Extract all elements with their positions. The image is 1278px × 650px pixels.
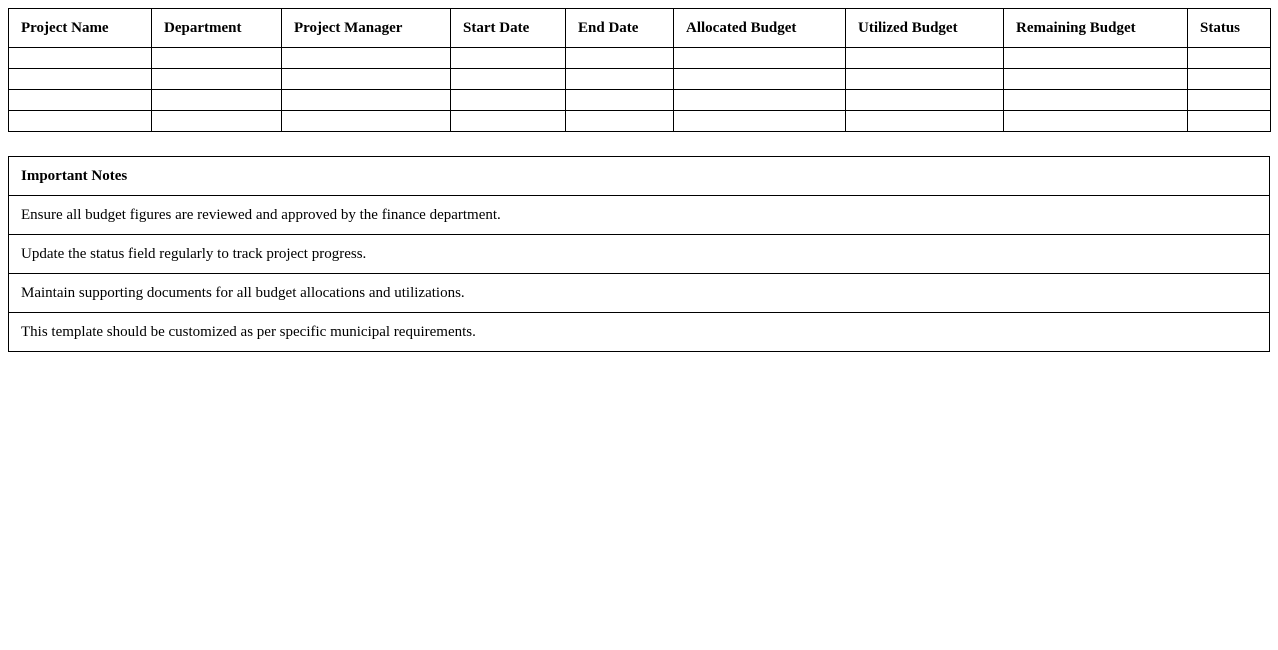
table-cell[interactable] xyxy=(674,69,846,90)
table-cell[interactable] xyxy=(846,90,1004,111)
table-cell[interactable] xyxy=(674,90,846,111)
table-cell[interactable] xyxy=(282,90,451,111)
table-cell[interactable] xyxy=(152,69,282,90)
header-project-manager: Project Manager xyxy=(282,9,451,48)
table-cell[interactable] xyxy=(846,111,1004,132)
table-cell[interactable] xyxy=(282,69,451,90)
header-end-date: End Date xyxy=(566,9,674,48)
table-cell[interactable] xyxy=(674,48,846,69)
table-row xyxy=(9,90,1271,111)
header-department: Department xyxy=(152,9,282,48)
note-text: This template should be customized as per specific municipal requirements. xyxy=(9,313,1270,352)
table-cell[interactable] xyxy=(451,48,566,69)
table-cell[interactable] xyxy=(9,111,152,132)
header-project-name: Project Name xyxy=(9,9,152,48)
list-item xyxy=(9,196,1270,235)
table-cell[interactable] xyxy=(9,69,152,90)
table-cell[interactable] xyxy=(9,48,152,69)
table-cell[interactable] xyxy=(1004,69,1188,90)
table-row xyxy=(9,111,1271,132)
table-cell[interactable] xyxy=(152,48,282,69)
table-cell[interactable] xyxy=(674,111,846,132)
table-cell[interactable] xyxy=(282,111,451,132)
table-cell[interactable] xyxy=(566,48,674,69)
notes-title: Important Notes xyxy=(9,157,1270,196)
table-cell[interactable] xyxy=(451,111,566,132)
important-notes-table xyxy=(8,156,1270,352)
table-cell[interactable] xyxy=(1004,48,1188,69)
table-cell[interactable] xyxy=(1188,90,1271,111)
header-utilized-budget: Utilized Budget xyxy=(846,9,1004,48)
table-cell[interactable] xyxy=(152,90,282,111)
list-item xyxy=(9,235,1270,274)
table-cell[interactable] xyxy=(1188,48,1271,69)
table-cell[interactable] xyxy=(451,69,566,90)
table-row xyxy=(9,48,1271,69)
table-cell[interactable] xyxy=(152,111,282,132)
table-cell[interactable] xyxy=(451,90,566,111)
budget-table xyxy=(8,8,1271,132)
list-item xyxy=(9,313,1270,352)
table-cell[interactable] xyxy=(846,69,1004,90)
note-text: Maintain supporting documents for all budget allocations and utilizations. xyxy=(9,274,1270,313)
note-text: Ensure all budget figures are reviewed and approved by the finance department. xyxy=(9,196,1270,235)
table-cell[interactable] xyxy=(282,48,451,69)
notes-header-row xyxy=(9,157,1270,196)
list-item xyxy=(9,274,1270,313)
table-cell[interactable] xyxy=(846,48,1004,69)
table-cell[interactable] xyxy=(566,111,674,132)
header-remaining-budget: Remaining Budget xyxy=(1004,9,1188,48)
table-cell[interactable] xyxy=(566,90,674,111)
header-start-date: Start Date xyxy=(451,9,566,48)
note-text: Update the status field regularly to track project progress. xyxy=(9,235,1270,274)
table-cell[interactable] xyxy=(1188,69,1271,90)
table-cell[interactable] xyxy=(1004,111,1188,132)
table-cell[interactable] xyxy=(9,90,152,111)
header-status: Status xyxy=(1188,9,1271,48)
header-allocated-budget: Allocated Budget xyxy=(674,9,846,48)
table-row xyxy=(9,69,1271,90)
budget-header-row xyxy=(9,9,1271,48)
table-cell[interactable] xyxy=(1004,90,1188,111)
table-cell[interactable] xyxy=(1188,111,1271,132)
table-cell[interactable] xyxy=(566,69,674,90)
